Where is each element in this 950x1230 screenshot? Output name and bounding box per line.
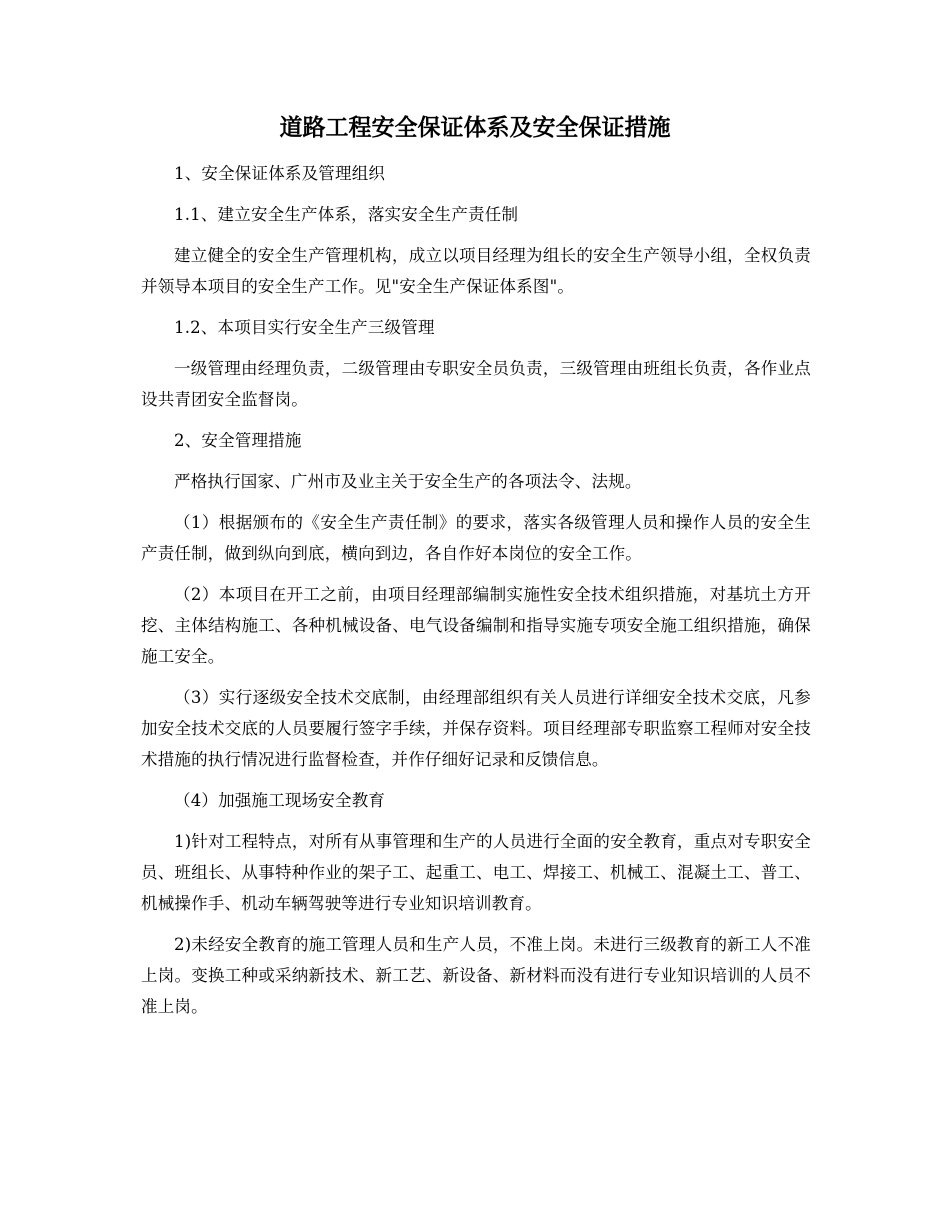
list-item-4: （4）加强施工现场安全教育	[174, 791, 386, 810]
sub-list-item-2: 2)未经安全教育的施工管理人员和生产人员，不准上岗。未进行三级教育的新工人不准上岗。变换工种或采纳新技术、新工艺、新设备、新材料而没有进行专业知识培训的人员不准上岗。	[141, 935, 811, 1016]
sub-list-item-1: 1)针对工程特点，对所有从事管理和生产的人员进行全面的安全教育，重点对专职安全员、班组长、从事特种作业的架子工、起重工、电工、焊接工、机械工、混凝土工、普工、机械操作手、机动车辆驾驶等进行专业知识培训教育。	[141, 832, 811, 913]
document-body	[141, 158, 811, 1022]
list-item-1: （1）根据颁布的《安全生产责任制》的要求，落实各级管理人员和操作人员的安全生产责任制，做到纵向到底，横向到边，各自作好本岗位的安全工作。	[141, 513, 811, 563]
section-heading-2: 2、安全管理措施	[174, 431, 302, 450]
section-heading-1: 1、安全保证体系及管理组织	[174, 164, 386, 183]
paragraph: 一级管理由经理负责，二级管理由专职安全员负责，三级管理由班组长负责，各作业点设共青团安全监督岗。	[141, 359, 811, 409]
subsection-heading-1-1: 1.1、建立安全生产体系，落实安全生产责任制	[174, 205, 519, 224]
paragraph: 建立健全的安全生产管理机构，成立以项目经理为组长的安全生产领导小组，全权负责并领导本项目的安全生产工作。见"安全生产保证体系图"。	[141, 246, 811, 296]
list-item-2: （2）本项目在开工之前，由项目经理部编制实施性安全技术组织措施，对基坑土方开挖、主体结构施工、各种机械设备、电气设备编制和指导实施专项安全施工组织措施，确保施工安全。	[141, 585, 811, 666]
paragraph: 严格执行国家、广州市及业主关于安全生产的各项法令、法规。	[174, 472, 642, 491]
list-item-3: （3）实行逐级安全技术交底制，由经理部组织有关人员进行详细安全技术交底，凡参加安全技术交底的人员要履行签字手续，并保存资料。项目经理部专职监察工程师对安全技术措施的执行情况进行监督检查，并作仔细好记录和反馈信息。	[141, 688, 811, 769]
subsection-heading-1-2: 1.2、本项目实行安全生产三级管理	[174, 318, 435, 337]
document-title: 道路工程安全保证体系及安全保证措施	[279, 114, 671, 141]
